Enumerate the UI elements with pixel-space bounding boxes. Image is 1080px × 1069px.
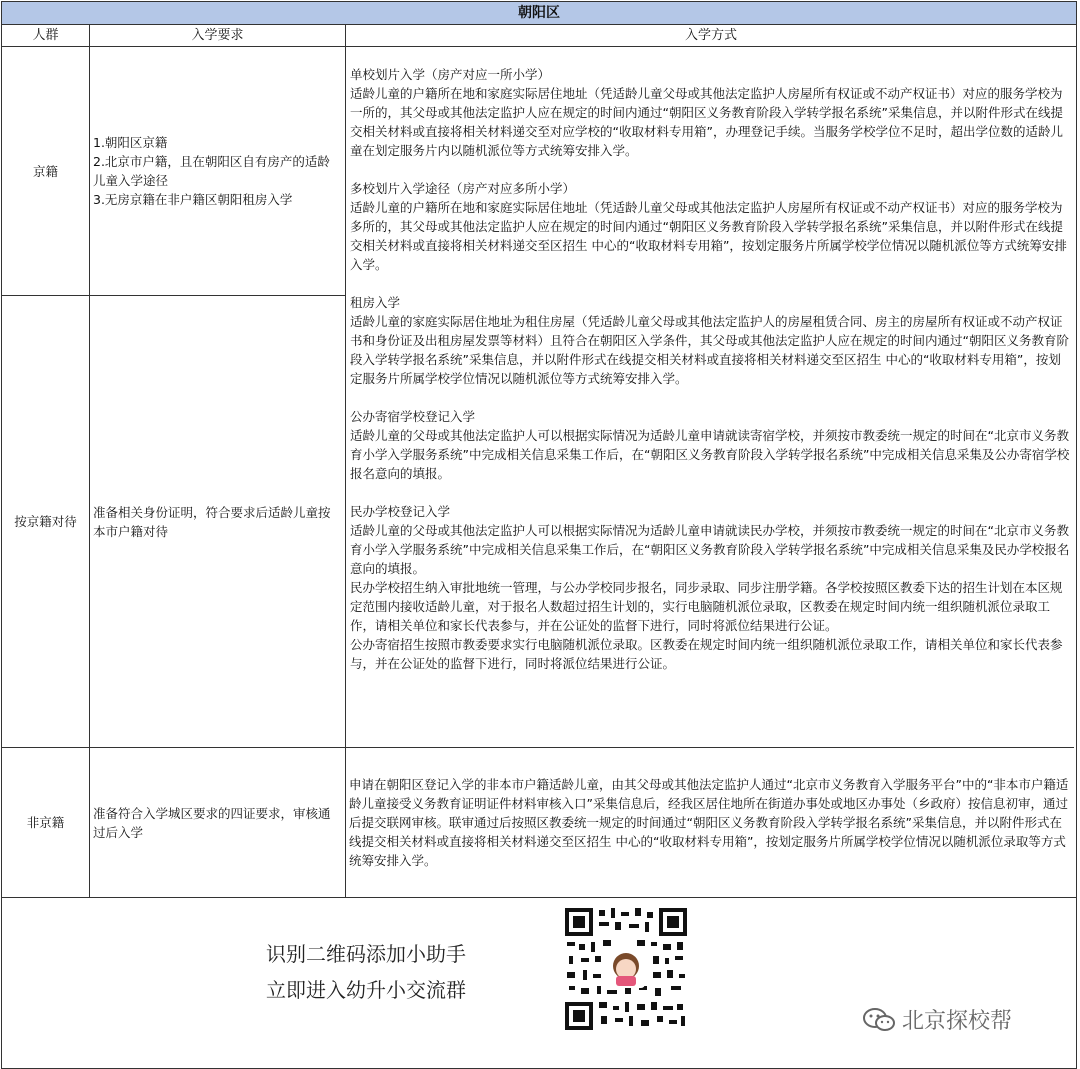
promo-footer [2, 898, 1076, 1068]
header-requirements: 入学要求 [90, 25, 346, 46]
methods-merged [346, 47, 1074, 748]
header-methods: 入学方式 [684, 28, 737, 43]
methods-fei-jingji [346, 748, 1074, 897]
method-heading: 民办学校登记入学 [350, 504, 451, 519]
method-body: 适龄儿童的家庭实际居住地址为租住房屋（凭适龄儿童父母或其他法定监护人的房屋租赁合同、房主的房屋所有权证或不动产权证书和身份证及出租房屋发票等材料）且符合在朝阳区入学条件，其父母或其他法定监护人应在规定的时间内通过“朝阳区义务教育阶段入学转学报名系统”采集信息，并以附件形式在线提交相关材料或直接将相关材料递交至区招生 中心的“收取材料专用箱”，按划定服务片所属学校学位情况以随机派位等方式统筹安排入学。 [350, 314, 1069, 386]
method-note: 公办寄宿招生按照市教委要求实行电脑随机派位录取。区教委在规定时间内统一组织随机派位录取工作，请相关单位和家长代表参与，并在公证处的监督下进行，同时将派位结果进行公证。 [350, 637, 1063, 671]
method-note: 民办学校招生纳入审批地统一管理，与公办学校同步报名，同步录取、同步注册学籍。各学校按照区教委下达的招生计划在本区规定范围内接收适龄儿童，对于报名人数超过招生计划的，实行电脑随机派位录取，区教委在规定时间内统一组织随机派位录取工作，请相关单位和家长代表参与，并在公证处的监督下进行，同时将派位结果进行公证。 [350, 580, 1063, 633]
brand-logo [862, 1004, 1012, 1035]
group-jingji: 京籍 [2, 47, 90, 296]
promo-line-2: 立即进入幼升小交流群 [266, 978, 466, 1002]
method-body: 适龄儿童的父母或其他法定监护人可以根据实际情况为适龄儿童申请就读民办学校，并须按市教委统一规定的时间在“北京市义务教育小学入学服务系统”中完成相关信息采集工作后，在“朝阳区义务教育阶段入学转学报名系统”中完成相关信息采集及民办学校报名意向的填报。 [350, 523, 1070, 576]
qr-code-icon[interactable] [563, 906, 689, 1032]
requirement-text: 准备相关身份证明，符合要求后适龄儿童按本市户籍对待 [93, 504, 331, 539]
requirement-item: 3.无房京籍在非户籍区朝阳租房入学 [93, 192, 293, 207]
method-heading: 租房入学 [350, 295, 401, 310]
requirements-jingji [90, 47, 346, 296]
method-heading: 公办寄宿学校登记入学 [350, 409, 476, 424]
group-an-jingji: 按京籍对待 [2, 296, 90, 748]
qr-code-graphic [563, 906, 689, 1032]
method-body: 适龄儿童的父母或其他法定监护人可以根据实际情况为适龄儿童申请就读寄宿学校，并须按市教委统一规定的时间在“北京市义务教育小学入学服务系统”中完成相关信息采集工作后，在“朝阳区义务教育阶段入学转学报名系统”中完成相关信息采集及公办寄宿学校报名意向的填报。 [350, 428, 1070, 481]
promo-text [266, 936, 466, 1008]
requirement-item: 2.北京市户籍，且在朝阳区自有房产的适龄儿童入学途径 [93, 154, 330, 188]
requirements-fei-jingji [90, 748, 346, 897]
header-group: 人群 [2, 25, 90, 46]
wechat-icon [862, 1007, 896, 1033]
requirement-item: 1.朝阳区京籍 [93, 135, 168, 150]
table-body [2, 47, 1076, 898]
district-title: 朝阳区 [2, 2, 1076, 25]
method-body: 申请在朝阳区登记入学的非本市户籍适龄儿童，由其父母或其他法定监护人通过“北京市义务教育入学服务平台”中的“非本市户籍适龄儿童接受义务教育证明证件材料审核入口”采集信息后，经我区居住地所在街道办事处或地区办事处（乡政府）按信息初审，通过后提交联网审核。联审通过后按照区教委统一规定的时间通过“朝阳区义务教育阶段入学转学报名系统”采集信息，并以附件形式在线提交相关材料或直接将相关材料递交至区招生 中心的“收取材料专用箱”，按划定服务片所属学校学位情况以随机派位录取等方式统筹安排入学。 [349, 777, 1069, 868]
method-body: 适龄儿童的户籍所在地和家庭实际居住地址（凭适龄儿童父母或其他法定监护人房屋所有权证或不动产权证书）对应的服务学校为一所的，其父母或其他法定监护人应在规定的时间内通过“朝阳区义务教育阶段入学转学报名系统”采集信息，并以附件形式在线提交相关材料或直接将相关材料递交至对应学校的“收取材料专用箱”，办理登记手续。当服务学校学位不足时，超出学位数的适龄儿童在划定服务片内以随机派位等方式统筹安排入学。 [350, 86, 1063, 158]
table-header [2, 25, 1076, 47]
method-heading: 单校划片入学（房产对应一所小学） [350, 67, 551, 82]
promo-line-1: 识别二维码添加小助手 [266, 942, 466, 966]
requirements-an-jingji [90, 296, 346, 748]
method-heading: 多校划片入学途径（房产对应多所小学） [350, 181, 576, 196]
requirement-text: 准备符合入学城区要求的四证要求，审核通过后入学 [93, 805, 331, 840]
admission-table [1, 1, 1077, 1069]
method-body: 适龄儿童的户籍所在地和家庭实际居住地址（凭适龄儿童父母或其他法定监护人房屋所有权证或不动产权证书）对应的服务学校为多所的，其父母或其他法定监护人应在规定的时间内通过“朝阳区义务教育阶段入学转学报名系统”采集信息，并以附件形式在线提交相关材料或直接将相关材料递交至区招生 中心的“收取材料专用箱”，按划定服务片所属学校学位情况以随机派位等方式统筹安排入学。 [350, 200, 1067, 272]
group-fei-jingji: 非京籍 [2, 748, 90, 897]
brand-name: 北京探校帮 [902, 1009, 1013, 1034]
